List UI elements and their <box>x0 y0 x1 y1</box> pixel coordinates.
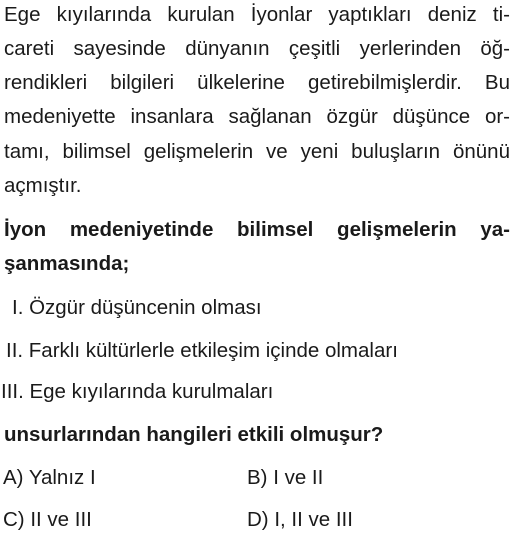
passage-line: medeniyette insanlara sağlanan özgür düşünce or- <box>4 105 510 128</box>
option-b[interactable]: B) I ve II <box>247 466 324 489</box>
option-a[interactable]: A) Yalnız I <box>3 466 96 489</box>
passage-line: açmıştır. <box>4 174 82 197</box>
statement-3: III. Ege kıyılarında kurulmaları <box>1 380 274 403</box>
question-stem-line: şanmasında; <box>4 252 130 275</box>
passage-line: Ege kıyılarında kurulan İyonlar yaptıkları deniz ti- <box>4 3 510 26</box>
statement-2: II. Farklı kültürlerle etkileşim içinde olmaları <box>6 339 398 362</box>
option-c[interactable]: C) II ve III <box>3 508 92 531</box>
passage-line: tamı, bilimsel gelişmelerin ve yeni buluşların önünü <box>4 140 510 163</box>
question-stem-line: İyon medeniyetinde bilimsel gelişmelerin ya- <box>4 218 510 241</box>
passage-line: careti sayesinde dünyanın çeşitli yerlerinden öğ- <box>4 37 510 60</box>
passage-line: rendikleri bilgileri ülkelerine getirebilmişlerdir. Bu <box>4 71 510 94</box>
statement-1: I. Özgür düşüncenin olması <box>12 296 262 319</box>
option-d[interactable]: D) I, II ve III <box>247 508 353 531</box>
question-prompt: unsurlarından hangileri etkili olmuşur? <box>4 423 384 446</box>
